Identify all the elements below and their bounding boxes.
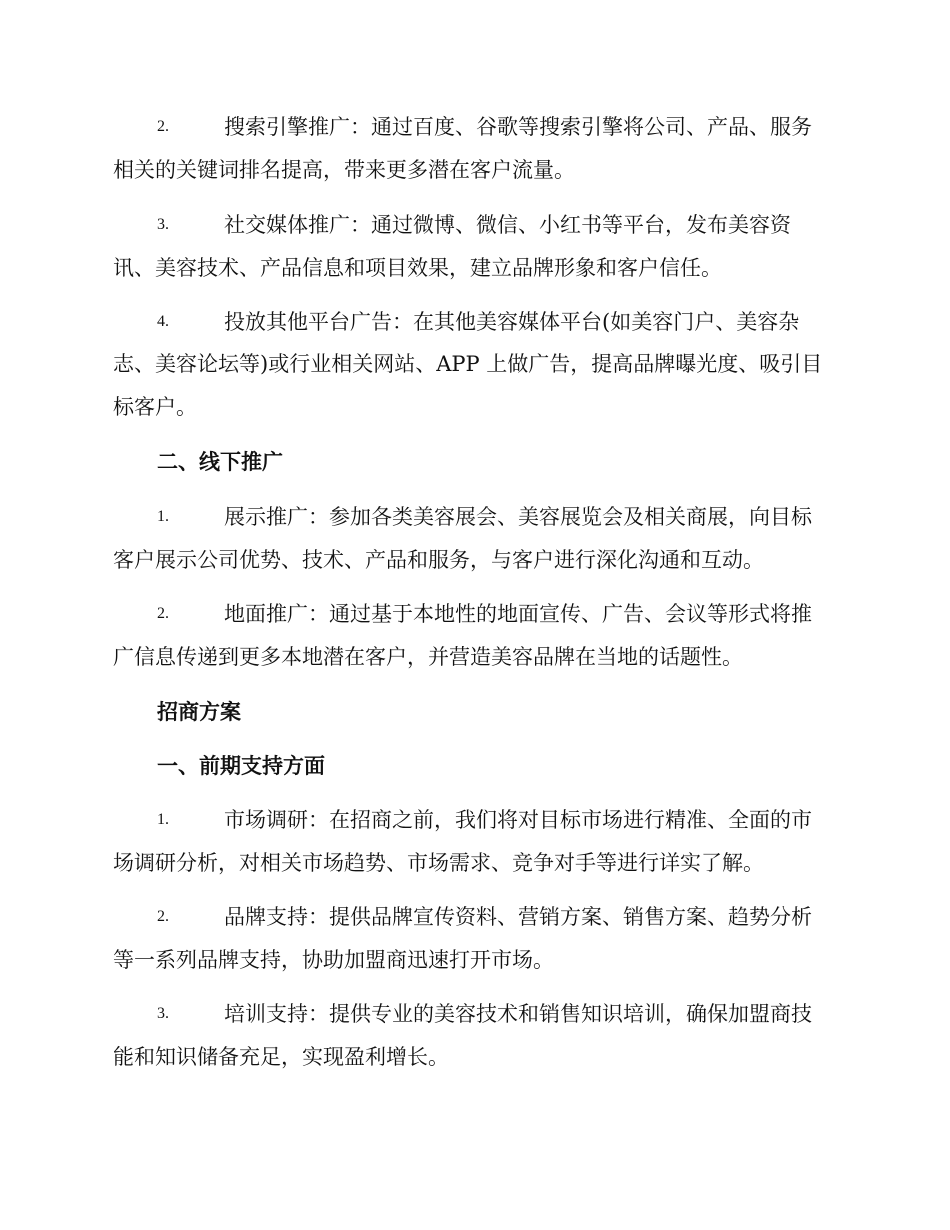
item-text-line: 讯、美容技术、产品信息和项目效果，建立品牌形象和客户信任。	[113, 256, 722, 280]
item-text-line: 品牌支持：提供品牌宣传资料、营销方案、销售方案、趋势分析	[224, 905, 812, 929]
item-text-line: 社交媒体推广：通过微博、微信、小红书等平台，发布美容资	[224, 213, 791, 237]
item-number: 1.	[157, 508, 169, 525]
item-text-line: 等一系列品牌支持，协助加盟商迅速打开市场。	[113, 948, 554, 972]
item-number: 2.	[157, 908, 169, 925]
item-text-line: 培训支持：提供专业的美容技术和销售知识培训，确保加盟商技	[224, 1002, 812, 1026]
item-text-line: 搜索引擎推广：通过百度、谷歌等搜索引擎将公司、产品、服务	[224, 115, 812, 139]
item-text-line: 市场调研：在招商之前，我们将对目标市场进行精准、全面的市	[224, 808, 812, 832]
item-text-line: 客户展示公司优势、技术、产品和服务，与客户进行深化沟通和互动。	[113, 548, 764, 572]
item-text-line: 地面推广：通过基于本地性的地面宣传、广告、会议等形式将推	[224, 602, 812, 626]
item-text-line: 标客户。	[113, 395, 197, 419]
item-text-line: 广信息传递到更多本地潜在客户，并营造美容品牌在当地的话题性。	[113, 645, 743, 669]
item-number: 4.	[157, 313, 169, 330]
item-number: 3.	[157, 216, 169, 233]
section-heading: 招商方案	[157, 699, 241, 724]
item-text-line: 能和知识储备充足，实现盈利增长。	[113, 1045, 449, 1069]
item-number: 2.	[157, 118, 169, 135]
item-text-line: 展示推广：参加各类美容展会、美容展览会及相关商展，向目标	[224, 505, 812, 529]
item-text-line: 投放其他平台广告：在其他美容媒体平台(如美容门户、美容杂	[224, 310, 800, 334]
item-text-line: 场调研分析，对相关市场趋势、市场需求、竞争对手等进行详实了解。	[113, 851, 764, 875]
section-heading: 一、前期支持方面	[157, 753, 325, 778]
item-number: 2.	[157, 605, 169, 622]
item-text-line: 相关的关键词排名提高，带来更多潜在客户流量。	[113, 158, 575, 182]
section-heading: 二、线下推广	[157, 449, 283, 474]
item-number: 1.	[157, 811, 169, 828]
item-number: 3.	[157, 1005, 169, 1022]
item-text-line: 志、美容论坛等)或行业相关网站、APP 上做广告，提高品牌曝光度、吸引目	[113, 352, 823, 376]
